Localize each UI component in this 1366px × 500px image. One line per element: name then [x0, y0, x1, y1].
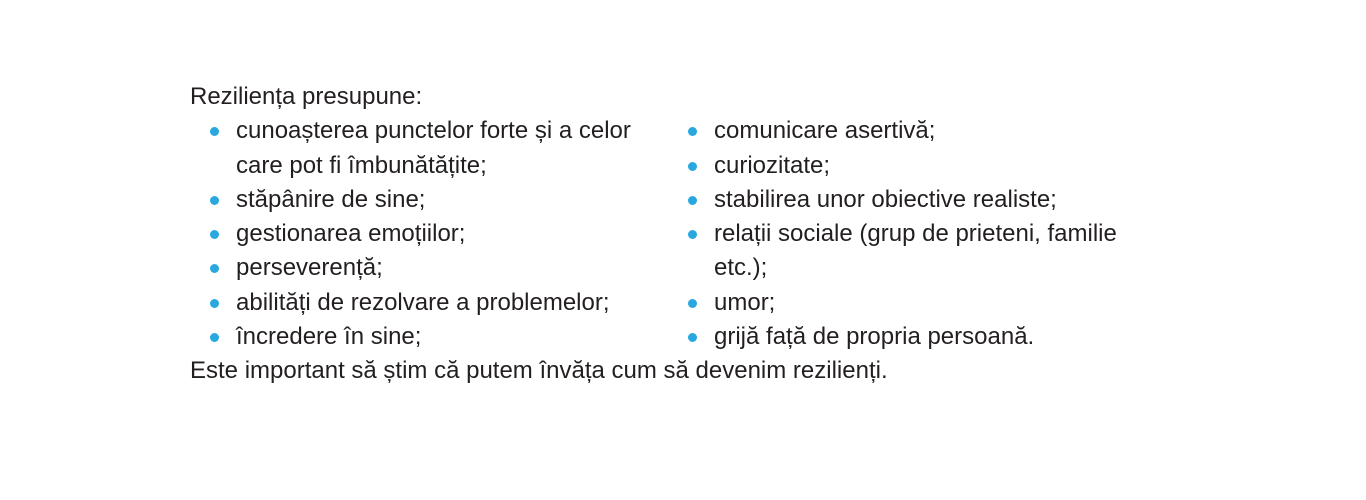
bullet-icon	[688, 127, 697, 136]
list-item-text: curiozitate;	[714, 151, 831, 179]
list-item-text: abilități de rezolvare a problemelor;	[236, 288, 610, 316]
resilience-text-block	[190, 80, 1190, 389]
bullet-icon	[688, 230, 697, 239]
list-item-text: cunoașterea punctelor forte și a celor care pot fi îmbunătățite;	[236, 117, 631, 179]
bullet-icon	[210, 196, 219, 205]
list-item-text: comunicare asertivă;	[714, 117, 936, 145]
list-item	[190, 114, 688, 183]
right-bullet-list	[688, 114, 1168, 354]
list-item-text: stabilirea unor obiective realiste;	[714, 185, 1057, 213]
list-item	[688, 286, 1168, 320]
bullet-icon	[688, 162, 697, 171]
list-item	[190, 286, 688, 320]
list-item	[190, 217, 688, 251]
bullet-icon	[688, 196, 697, 205]
list-item-text: încredere în sine;	[236, 323, 422, 351]
list-item	[688, 183, 1168, 217]
bullet-icon	[210, 333, 219, 342]
list-item-text: umor;	[714, 288, 776, 316]
bullet-icon	[210, 127, 219, 136]
bullet-icon	[688, 299, 697, 308]
list-item	[190, 320, 688, 354]
list-item-text: stăpânire de sine;	[236, 185, 426, 213]
list-item-text: grijă față de propria persoană.	[714, 323, 1035, 351]
bullet-columns	[190, 114, 1190, 354]
list-item	[190, 251, 688, 285]
bullet-icon	[210, 264, 219, 273]
list-item	[688, 149, 1168, 183]
list-item	[190, 183, 688, 217]
list-item	[688, 114, 1168, 148]
list-item	[688, 217, 1168, 286]
list-item-text: perseverență;	[236, 254, 383, 282]
bullet-icon	[210, 230, 219, 239]
list-item-text: relații sociale (grup de prieteni, familie etc.);	[714, 220, 1117, 282]
bullet-icon	[210, 299, 219, 308]
bullet-icon	[688, 333, 697, 342]
intro-text: Reziliența presupune:	[190, 83, 423, 110]
left-bullet-list	[190, 114, 688, 354]
list-item	[688, 320, 1168, 354]
conclusion-text: Este important să știm că putem învăța cum să devenim rezilienți.	[190, 357, 888, 385]
list-item-text: gestionarea emoțiilor;	[236, 220, 466, 248]
